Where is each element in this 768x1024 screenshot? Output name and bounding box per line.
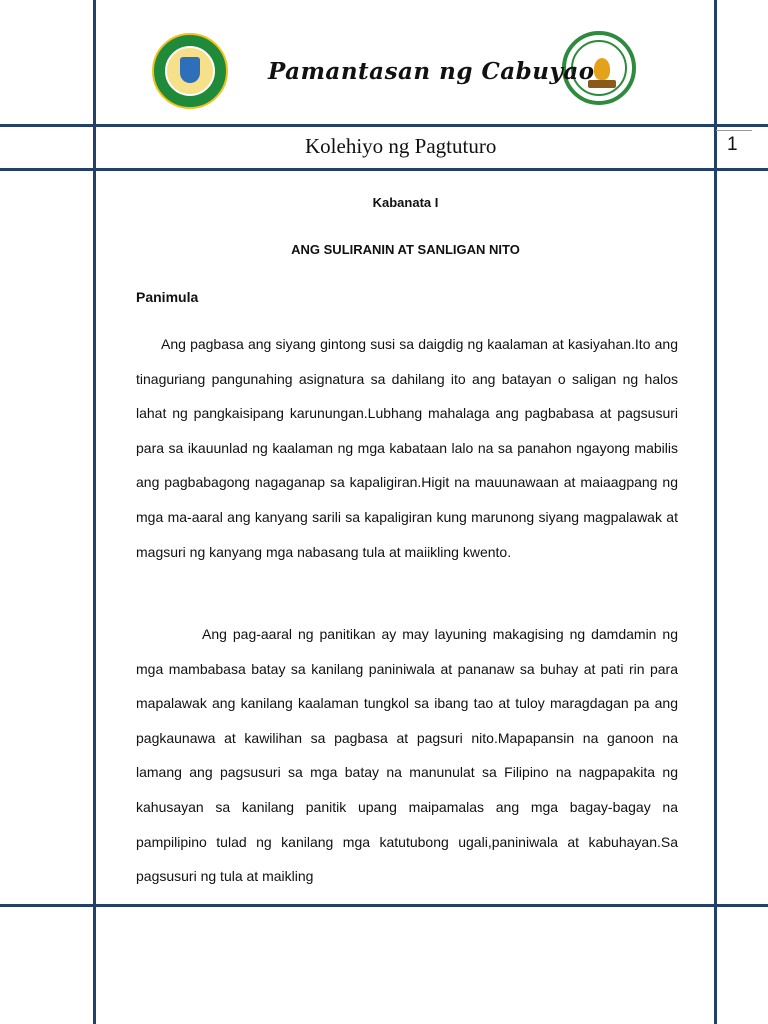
- header-bottom-rule: [0, 168, 768, 171]
- university-title: Pamantasan ng Cabuyao: [268, 58, 595, 85]
- header-top-rule: [0, 124, 768, 127]
- chapter-title: ANG SULIRANIN AT SANLIGAN NITO: [291, 242, 520, 257]
- left-border-line: [93, 0, 96, 1024]
- section-heading: Panimula: [136, 289, 199, 305]
- footer-rule: [0, 904, 768, 907]
- torch-flame-icon: [594, 58, 610, 80]
- college-name: Kolehiyo ng Pagtuturo: [305, 134, 497, 158]
- paragraph-2: Ang pag-aaral ng panitikan ay may layuning makagising ng damdamin ng mga mambabasa batay sa kanilang paniniwala at pananaw sa buhay at pati rin para mapalawak ang kanilang kaalaman tungkol sa ibang tao at tuloy maragdagan pa ang pagkaunawa at kawilihan sa pagbasa at pagsuri nito.Mapapansin na ganoon na lamang ang pagsusuri sa mga batay na manunulat sa Filipino na nagpapakita ng kahusayan sa kanilang panitik upang maipamalas ang mga bagay-bagay na pampilipino tulad ng kanilang mga katutubong ugali,paniniwala at kabuhayan.Sa pagsusuri ng tula at maikling: [136, 626, 678, 885]
- page-number-box-edge: [716, 130, 752, 131]
- shield-icon: [180, 57, 200, 83]
- page-number: 1: [727, 134, 738, 155]
- right-border-line: [714, 0, 717, 1024]
- paragraph-1: Ang pagbasa ang siyang gintong susi sa daigdig ng kaalaman at kasiyahan.Ito ang tinaguriang pangunahing asignatura sa dahilang ito ang batayan o saligan ng halos lahat ng pangkaisipang karunungan.Lubhang mahalaga ang pagbabasa at pagsusuri para sa ikauunlad ng kaalaman ng mga kabataan lalo na sa panahon ngayong mabilis ang pagbabagong nagaganap sa kapaligiran.Higit na mauunawaan at maiaagpang ng mga ma-aaral ang kanyang sarili sa kapaligiran kung marunong siyang magpalawak at magsuri ng kanyang mga nabasang tula at maiikling kwento.: [136, 336, 678, 560]
- chapter-label: Kabanata I: [372, 195, 439, 210]
- university-seal-logo: [152, 33, 228, 109]
